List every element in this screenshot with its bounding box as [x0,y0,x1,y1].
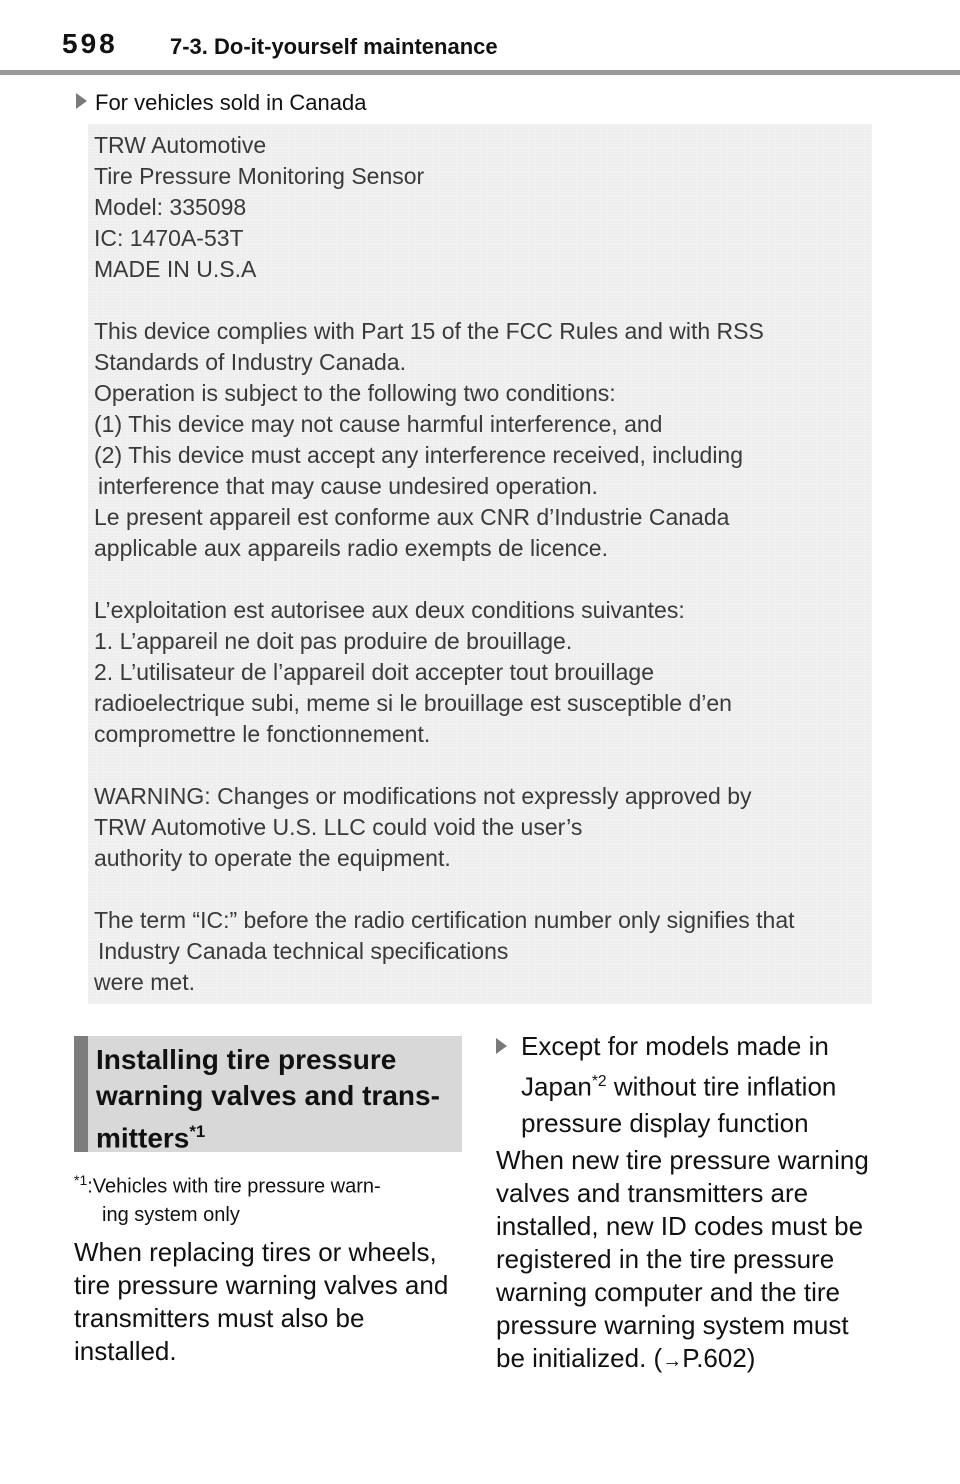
label-line: TRW Automotive U.S. LLC could void the user’s [94,814,583,840]
paragraph-text: be initialized. ( [496,1343,663,1373]
install-heading-box [74,1036,462,1152]
paragraph-line: installed, new ID codes must be [496,1211,864,1241]
footnote-ref: *2 [591,1073,607,1090]
paragraph-line: When new tire pressure warning [496,1145,869,1175]
right-paragraph [496,1144,869,1378]
install-heading-line [96,1114,462,1156]
label-line: WARNING: Changes or modifications not expressly approved by [94,783,752,809]
subheading-text: Japan [521,1071,592,1102]
label-line: The term “IC:” before the radio certification number only signifies that [94,907,795,933]
page-number: 598 [62,28,118,59]
paragraph-line: transmitters must also be [74,1303,365,1333]
page-reference-link[interactable]: P.602) [682,1343,756,1373]
label-line: Industry Canada technical specifications [98,938,509,964]
right-subheading [496,1028,836,1141]
paragraph-line: tire pressure warning valves and [74,1270,449,1300]
install-heading-line-text: mitters [96,1122,190,1154]
label-line: TRW Automotive [94,132,267,158]
footnote-mark: *1 [74,1172,88,1188]
install-heading-line: warning valves and trans- [96,1080,440,1111]
label-line: IC: 1470A-53T [94,225,244,251]
header-divider [0,70,960,75]
label-line: (2) This device must accept any interference received, including [94,442,744,468]
footnote [74,1166,464,1229]
subheading-line: Except for models made in [521,1031,829,1061]
label-line: Operation is subject to the following two conditions: [94,380,616,406]
subheading-line: pressure display function [521,1107,809,1138]
paragraph-line: pressure warning system must [496,1310,849,1340]
label-line: (1) This device may not cause harmful interference, and [94,411,663,437]
install-heading [88,1036,462,1156]
label-line: L’exploitation est autorisee aux deux conditions suivantes: [94,597,685,623]
paragraph-line: When replacing tires or wheels, [74,1237,437,1267]
label-line: MADE IN U.S.A [94,256,257,282]
left-paragraph [74,1236,448,1368]
paragraph-line [496,1342,869,1378]
label-line: This device complies with Part 15 of the FCC Rules and with RSS [94,318,764,344]
paragraph-line: warning computer and the tire [496,1277,840,1307]
label-line: were met. [94,969,195,995]
page-header [0,0,960,76]
paragraph-line: valves and transmitters are [496,1178,809,1208]
triangle-bullet-icon [496,1038,507,1054]
canada-heading [76,90,366,116]
sensor-label-image [88,124,872,1004]
paragraph-line: registered in the tire pressure [496,1244,835,1274]
label-line: Model: 335098 [94,194,247,220]
subheading-line [521,1064,836,1105]
label-line: Tire Pressure Monitoring Sensor [94,163,425,189]
footnote-ref: *1 [189,1122,206,1141]
paragraph-line: installed. [74,1336,177,1366]
label-line: authority to operate the equipment. [94,845,451,871]
label-line: Standards of Industry Canada. [94,349,406,375]
label-line: radioelectrique subi, meme si le brouillage est susceptible d’en [94,690,732,716]
canada-heading-text: For vehicles sold in Canada [95,90,367,115]
label-line: interference that may cause undesired operation. [98,473,598,499]
subheading-text: without tire inflation [606,1071,837,1102]
label-line: 2. L’utilisateur de l’appareil doit accepter tout brouillage [94,659,655,685]
label-line: applicable aux appareils radio exempts de licence. [94,535,608,561]
install-heading-line: Installing tire pressure [96,1044,397,1075]
section-title: 7-3. Do-it-yourself maintenance [170,34,498,59]
triangle-bullet-icon [76,93,87,109]
page-ref-arrow-icon: → [662,1350,683,1372]
label-line: compromettre le fonctionnement. [94,721,431,747]
label-line: Le present appareil est conforme aux CNR d’Industrie Canada [94,504,730,530]
footnote-line: :Vehicles with tire pressure warn- [87,1175,381,1198]
label-line: 1. L’appareil ne doit pas produire de brouillage. [94,628,573,654]
footnote-line: ing system only [102,1203,240,1226]
